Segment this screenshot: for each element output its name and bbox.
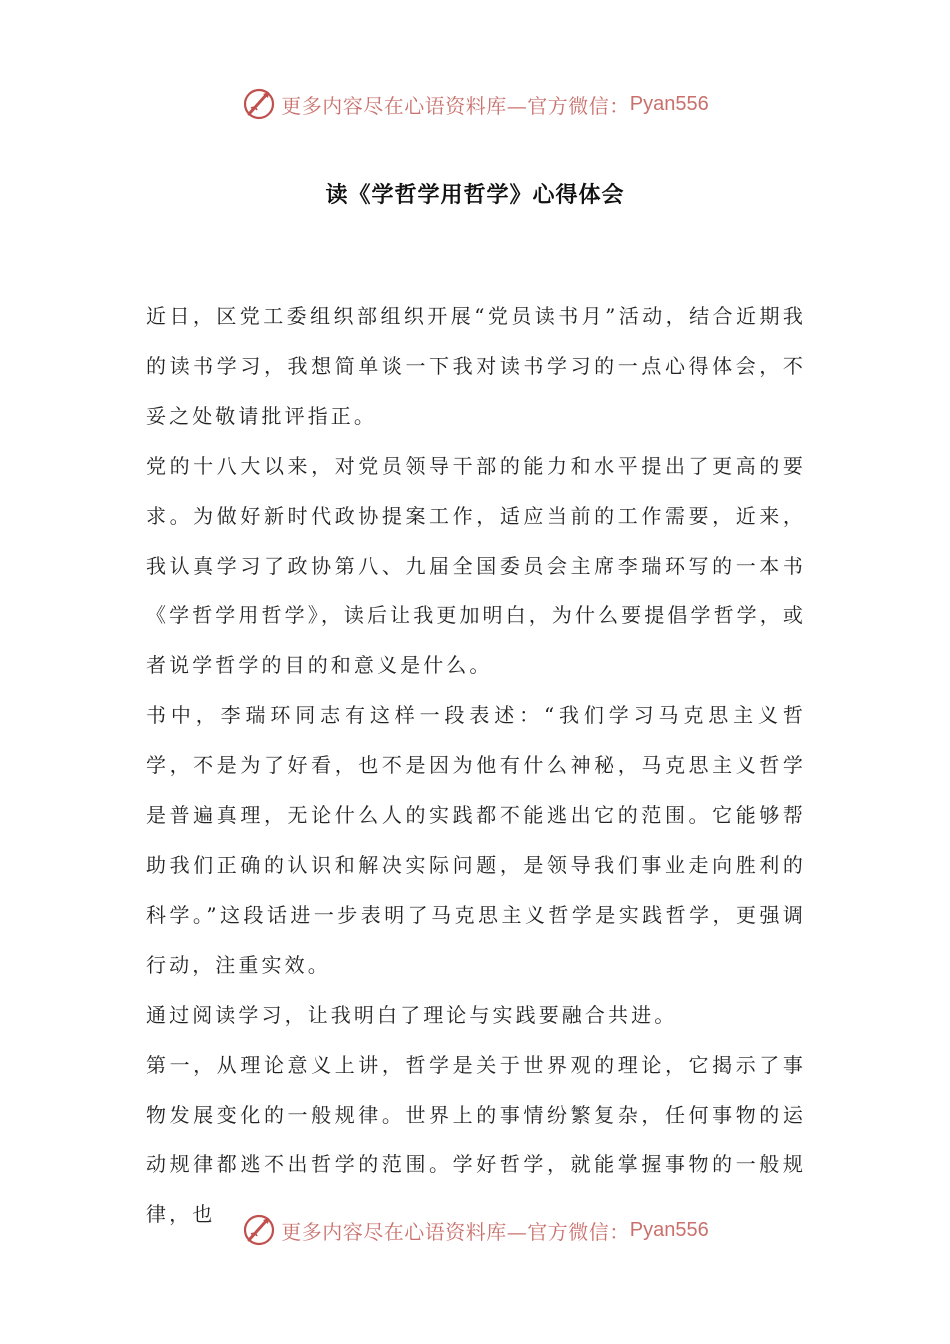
pen-logo-icon: [241, 86, 277, 122]
watermark-wechat-id: Pyan556: [629, 1218, 709, 1241]
watermark-text: 更多内容尽在心语资料库—官方微信：: [281, 93, 630, 118]
watermark-text: 更多内容尽在心语资料库—官方微信：: [281, 1219, 630, 1244]
document-title: 读《学哲学用哲学》心得体会: [325, 183, 625, 208]
watermark-wechat-id: Pyan556: [629, 92, 709, 115]
paragraph-3: 书中，李瑞环同志有这样一段表述：“我们学习马克思主义哲学，不是为了好看，也不是因为他有什么神秘，马克思主义哲学是普遍真理，无论什么人的实践都不能逃出它的范围。它能够帮助我们正确的认识和解决实际问题，是领导我们事业走向胜利的科学。”这段话进一步表明了马克思主义哲学是实践哲学，更强调行动，注重实效。: [146, 703, 806, 977]
header-watermark-banner: [0, 82, 950, 126]
paragraph-5: 第一，从理论意义上讲，哲学是关于世界观的理论，它揭示了事物发展变化的一般规律。世界上的事情纷繁复杂，任何事物的运动规律都逃不出哲学的范围。学好哲学，就能掌握事物的一般规律，也: [146, 1052, 806, 1227]
paragraph-2: 党的十八大以来，对党员领导干部的能力和水平提出了更高的要求。为做好新时代政协提案工作，适应当前的工作需要，近来，我认真学习了政协第八、九届全国委员会主席李瑞环写的一本书《学哲学用哲学》，读后让我更加明白，为什么要提倡学哲学，或者说学哲学的目的和意义是什么。: [146, 453, 806, 678]
footer-watermark-banner: [0, 1208, 950, 1252]
pen-logo-icon: [241, 1212, 277, 1248]
paragraph-1: 近日，区党工委组织部组织开展“党员读书月”活动，结合近期我的读书学习，我想简单谈一下我对读书学习的一点心得体会，不妥之处敬请批评指正。: [146, 304, 806, 428]
document-body: [146, 292, 806, 1240]
paragraph-4: 通过阅读学习，让我明白了理论与实践要融合共进。: [146, 1002, 678, 1027]
